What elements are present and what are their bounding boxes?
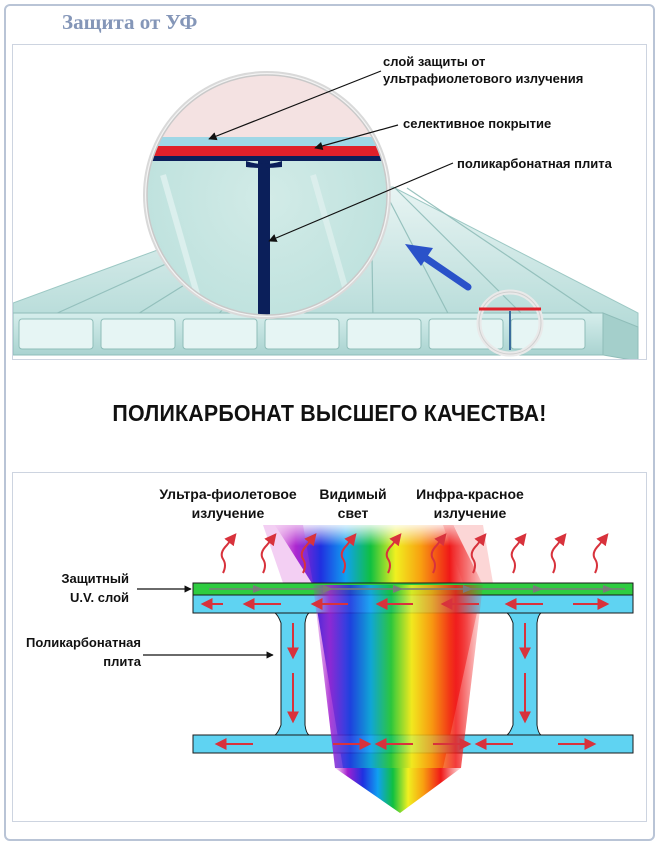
label-protective-uv-layer: Защитный U.V. слой [61, 571, 129, 605]
label-polycarbonate-sheet: Поликарбонатная плита [26, 635, 141, 669]
polycarbonate-sheet-panel [12, 44, 647, 360]
page-title: Защита от УФ [62, 10, 198, 34]
callout-uv-protection-layer: слой защиты от ультрафиолетового излучения [383, 54, 584, 86]
callout-selective-coating: селективное покрытие [403, 116, 552, 131]
label-infrared: Инфра-красное излучение [416, 486, 524, 521]
polycarbonate-sheet-illustration [13, 45, 647, 360]
headline: ПОЛИКАРБОНАТ ВЫСШЕГО КАЧЕСТВА! [112, 400, 547, 426]
callout-polycarbonate-sheet: поликарбонатная плита [457, 156, 612, 171]
label-visible-light: Видимый свет [319, 486, 387, 521]
label-ultraviolet: Ультра-фиолетовое излучение [159, 486, 297, 521]
uv-protection-diagram-panel [12, 472, 647, 822]
